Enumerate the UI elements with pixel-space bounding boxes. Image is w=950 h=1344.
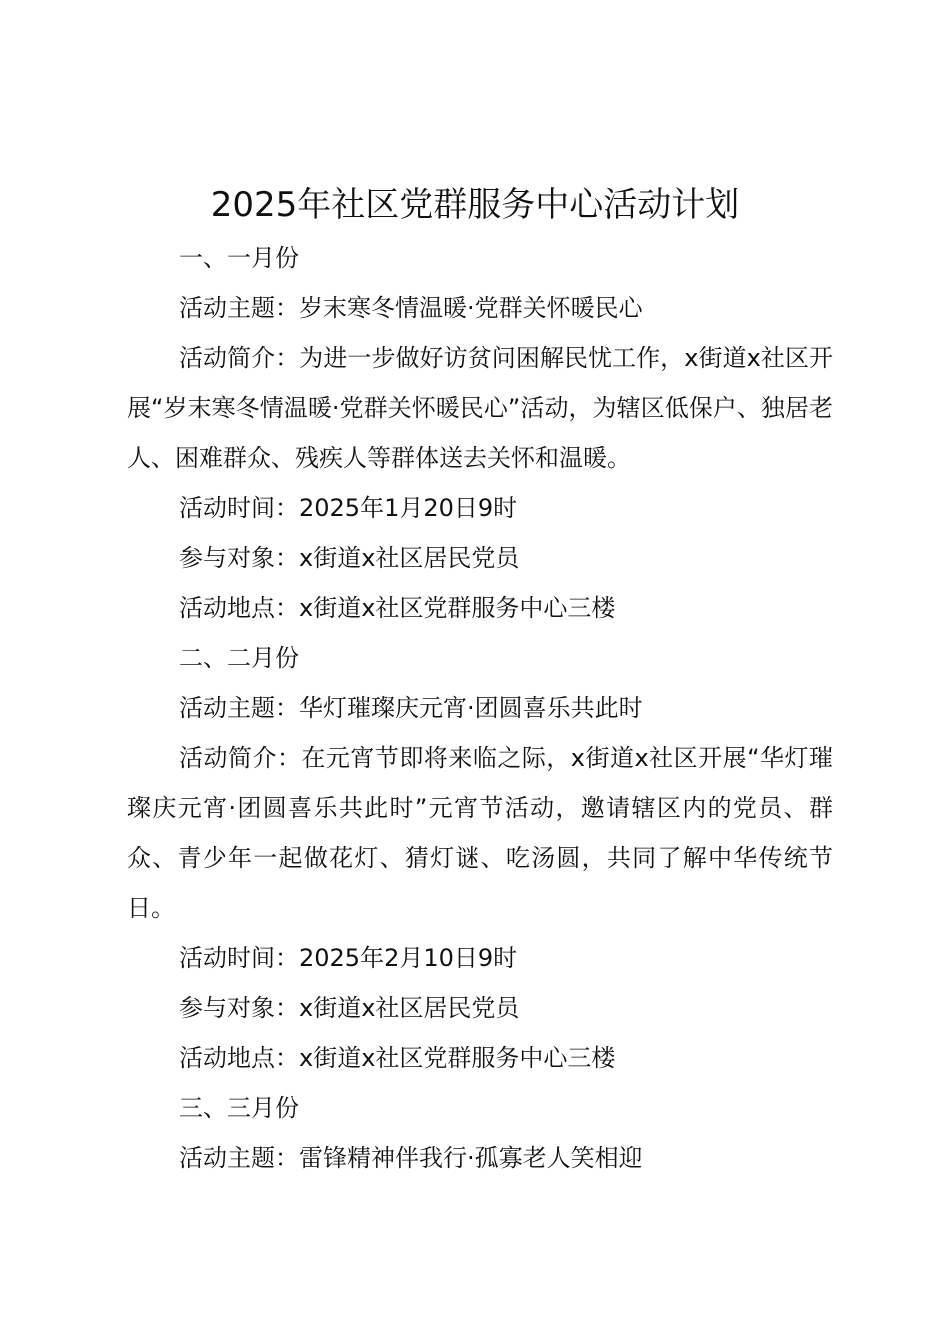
activity-participants: 参与对象：x街道x社区居民党员 (179, 994, 520, 1022)
activity-description: 活动简介：在元宵节即将来临之际，x街道x社区开展“华灯璀璨庆元宵·团圆喜乐共此时”元宵节活动，邀请辖区内的党员、群众、青少年一起做花灯、猜灯谜、吃汤圆，共同了解中华传统节日。 (127, 744, 833, 922)
document-title: 2025年社区党群服务中心活动计划 (210, 185, 740, 225)
activity-theme: 活动主题：岁末寒冬情温暖·党群关怀暖民心 (179, 294, 643, 322)
activity-theme: 活动主题：雷锋精神伴我行·孤寡老人笑相迎 (179, 1144, 643, 1172)
activity-location: 活动地点：x街道x社区党群服务中心三楼 (179, 1044, 616, 1072)
activity-time: 活动时间：2025年1月20日9时 (179, 494, 518, 522)
activity-description: 活动简介：为进一步做好访贫问困解民忧工作，x街道x社区开展“岁末寒冬情温暖·党群关怀暖民心”活动，为辖区低保户、独居老人、困难群众、残疾人等群体送去关怀和温暖。 (127, 344, 833, 472)
section-heading-february: 二、二月份 (179, 644, 299, 672)
activity-location: 活动地点：x街道x社区党群服务中心三楼 (179, 594, 616, 622)
section-heading-january: 一、一月份 (179, 244, 299, 272)
document-body (127, 233, 833, 1183)
activity-participants: 参与对象：x街道x社区居民党员 (179, 544, 520, 572)
section-heading-march: 三、三月份 (179, 1094, 299, 1122)
activity-theme: 活动主题：华灯璀璨庆元宵·团圆喜乐共此时 (179, 694, 643, 722)
activity-time: 活动时间：2025年2月10日9时 (179, 944, 518, 972)
